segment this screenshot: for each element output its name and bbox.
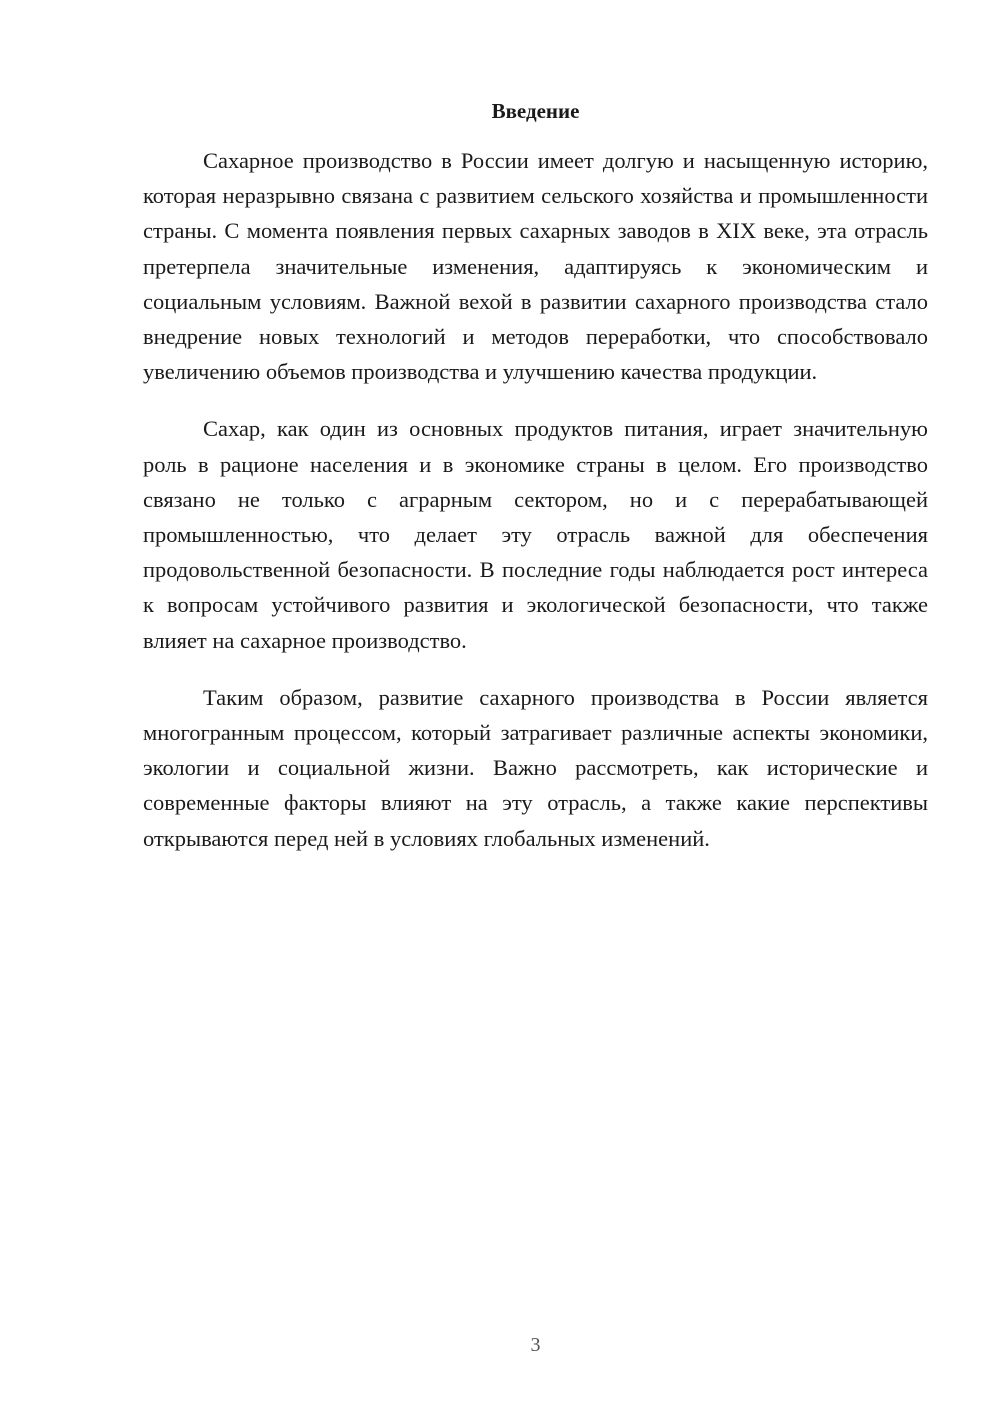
paragraph-2: Сахар, как один из основных продуктов питания, играет значительную роль в рационе населения и в экономике страны в целом. Его производство связано не только с аграрным сектором, но и с перерабатывающей промышленностью, что делает эту отрасль важной для обеспечения продовольственной безопасности. В последние годы наблюдается рост интереса к вопросам устойчивого развития и экологической безопасности, что также влияет на сахарное производство. xyxy=(143,416,928,653)
page-number: 3 xyxy=(530,1334,541,1356)
section-heading: Введение xyxy=(491,99,580,123)
paragraph-1: Сахарное производство в России имеет долгую и насыщенную историю, которая неразрывно связана с развитием сельского хозяйства и промышленности страны. С момента появления первых сахарных заводов в XIX веке, эта отрасль претерпела значительные изменения, адаптируясь к экономическим и социальным условиям. Важной вехой в развитии сахарного производства стало внедрение новых технологий и методов переработки, что способствовало увеличению объемов производства и улучшению качества продукции. xyxy=(143,148,928,385)
paragraph-3: Таким образом, развитие сахарного производства в России является многогранным процессом, который затрагивает различные аспекты экономики, экологии и социальной жизни. Важно рассмотреть, как исторические и современные факторы влияют на эту отрасль, а также какие перспективы открываются перед ней в условиях глобальных изменений. xyxy=(143,684,928,851)
body-text xyxy=(143,143,928,878)
